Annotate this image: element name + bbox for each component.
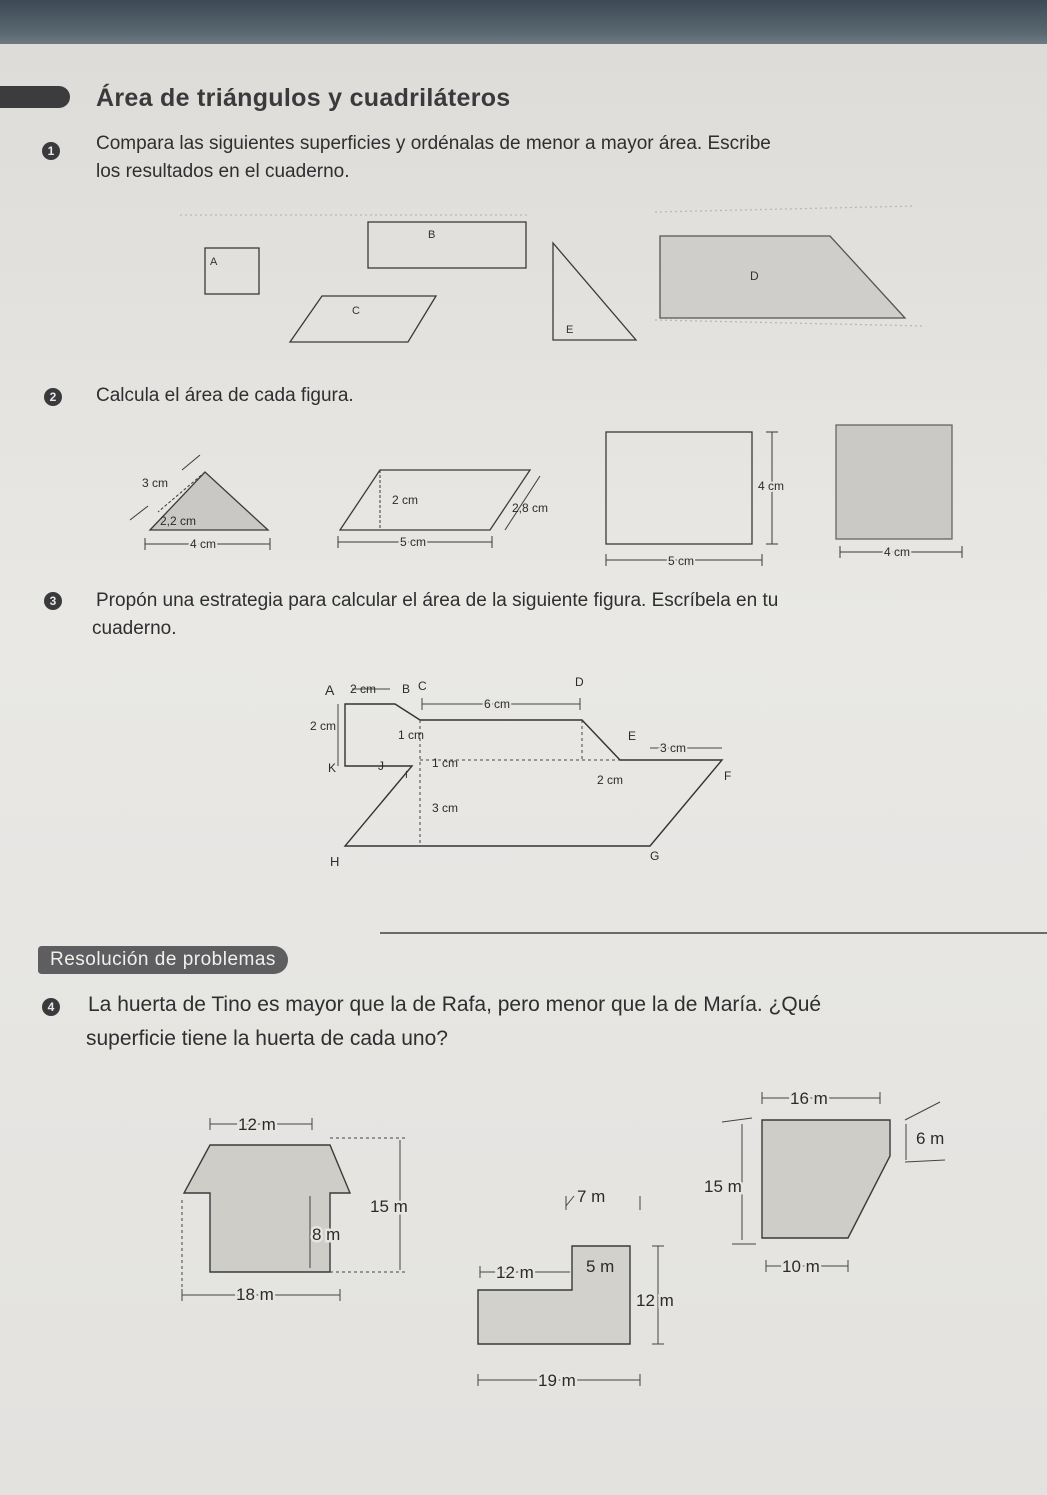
garden-1-inner-label: 8 m bbox=[312, 1225, 341, 1244]
garden-1-top-label: 12 m bbox=[238, 1115, 276, 1134]
parallelogram-base-label: 5 cm bbox=[400, 535, 427, 549]
composite-c-drop-measure: 1 cm bbox=[398, 728, 425, 742]
label-e: E bbox=[566, 324, 574, 336]
label-d: D bbox=[750, 269, 759, 283]
garden-1-shape bbox=[184, 1145, 350, 1272]
rectangle-base-label: 5 cm bbox=[668, 554, 695, 568]
shape-a-square bbox=[205, 248, 259, 294]
composite-label-g: G bbox=[650, 849, 660, 863]
page-title: Área de triángulos y cuadriláteros bbox=[96, 84, 511, 112]
composite-label-b: B bbox=[402, 682, 411, 696]
label-c: C bbox=[352, 305, 360, 317]
exercise-number-2: 2 bbox=[44, 388, 62, 406]
parallelogram-figure bbox=[340, 470, 530, 530]
composite-label-i: I bbox=[405, 770, 408, 781]
exercise-1-figures bbox=[180, 206, 925, 342]
triangle-base-label: 4 cm bbox=[190, 537, 217, 551]
garden-3-height-label: 15 m bbox=[704, 1177, 742, 1196]
composite-label-a: A bbox=[325, 682, 335, 698]
composite-label-e: E bbox=[628, 729, 637, 743]
exercise-3-text-line1: Propón una estrategia para calcular el área de la siguiente figura. Escríbela en tu bbox=[96, 590, 779, 611]
garden-2-bottom-label: 19 m bbox=[538, 1371, 576, 1390]
label-a: A bbox=[210, 256, 218, 268]
garden-3-shape bbox=[762, 1120, 890, 1238]
composite-ef-measure: 3 cm bbox=[660, 741, 687, 755]
exercise-number-4: 4 bbox=[42, 998, 60, 1016]
exercise-number-1: 1 bbox=[42, 142, 60, 160]
garden-2-top-label: 7 m bbox=[577, 1187, 606, 1206]
triangle-side-label: 3 cm bbox=[142, 476, 169, 490]
parallelogram-side-label: 2,8 cm bbox=[512, 501, 549, 515]
composite-i-drop-measure: 1 cm bbox=[432, 756, 459, 770]
composite-label-f: F bbox=[724, 769, 732, 783]
exercise-1-text-line1: Compara las siguientes superficies y ordénalas de menor a mayor área. Escribe bbox=[96, 133, 771, 154]
composite-ab-measure: 2 cm bbox=[350, 682, 377, 696]
garden-2-height-label: 12 m bbox=[636, 1291, 674, 1310]
composite-label-c: C bbox=[418, 679, 427, 693]
exercise-4-text-line1: La huerta de Tino es mayor que la de Rafa, pero menor que la de María. ¿Qué bbox=[88, 993, 822, 1016]
parallelogram-height-label: 2 cm bbox=[392, 493, 419, 507]
composite-label-d: D bbox=[575, 675, 584, 689]
garden-2-left-label: 12 m bbox=[496, 1263, 534, 1282]
garden-3-side-label: 6 m bbox=[916, 1129, 945, 1148]
rectangle-height-label: 4 cm bbox=[758, 479, 785, 493]
garden-3-bottom-label: 10 m bbox=[782, 1257, 820, 1276]
exercise-1-text-line2: los resultados en el cuaderno. bbox=[96, 161, 350, 182]
exercise-3-text-line2: cuaderno. bbox=[92, 618, 177, 639]
composite-figure bbox=[345, 704, 722, 846]
exercise-number-3: 3 bbox=[44, 592, 62, 610]
composite-ak-measure: 2 cm bbox=[310, 719, 337, 733]
resolution-band: Resolución de problemas bbox=[38, 946, 288, 974]
triangle-height-label: 2,2 cm bbox=[160, 514, 197, 528]
composite-cd-measure: 6 cm bbox=[484, 697, 511, 711]
shape-c-parallelogram bbox=[290, 296, 436, 342]
composite-label-k: K bbox=[328, 761, 337, 775]
exercise-2-text: Calcula el área de cada figura. bbox=[96, 385, 354, 406]
shape-b-rectangle bbox=[368, 222, 526, 268]
square-figure bbox=[836, 425, 952, 539]
garden-1-bottom-label: 18 m bbox=[236, 1285, 274, 1304]
composite-label-j: J bbox=[378, 759, 384, 773]
label-b: B bbox=[428, 229, 436, 241]
garden-3-top-label: 16 m bbox=[790, 1089, 828, 1108]
composite-ih-measure: 3 cm bbox=[432, 801, 459, 815]
garden-2-right-top-label: 5 m bbox=[586, 1257, 615, 1276]
composite-label-h: H bbox=[330, 854, 340, 869]
composite-e-drop-measure: 2 cm bbox=[597, 773, 624, 787]
shape-d-trapezoid bbox=[660, 236, 905, 318]
exercise-4-text-line2: superficie tiene la huerta de cada uno? bbox=[86, 1027, 448, 1050]
garden-1-height-label: 15 m bbox=[370, 1197, 408, 1216]
rectangle-figure bbox=[606, 432, 752, 544]
square-base-label: 4 cm bbox=[884, 545, 911, 559]
